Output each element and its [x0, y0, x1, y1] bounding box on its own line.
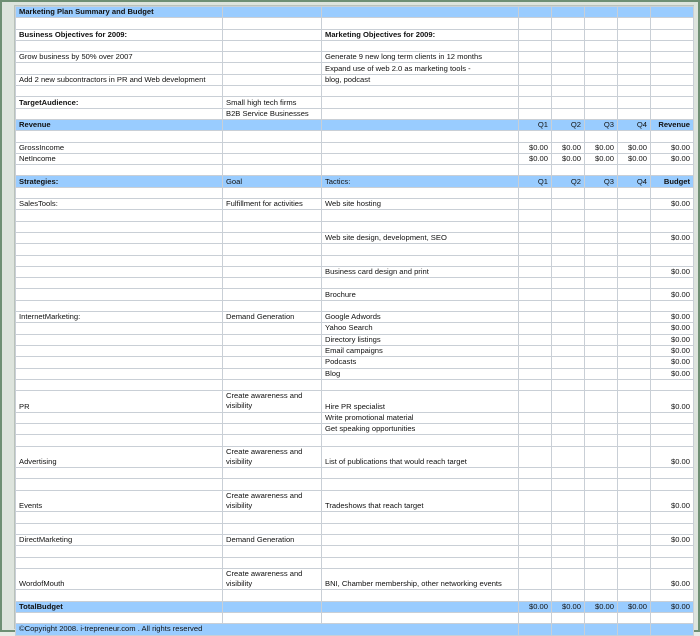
- budget-cell: $0.00: [651, 446, 694, 468]
- budget-cell: $0.00: [651, 312, 694, 323]
- tactic: Get speaking opportunities: [322, 423, 519, 434]
- total-cell: $0.00: [552, 601, 585, 612]
- budget-cell: $0.00: [651, 323, 694, 334]
- strategies-heading: Strategies:: [16, 176, 223, 187]
- budget-cell: $0.00: [651, 490, 694, 512]
- strategy-label: Events: [16, 490, 223, 512]
- total-cell: $0.00: [618, 601, 651, 612]
- footer-row: [16, 624, 694, 635]
- marketing-objective: Generate 9 new long term clients in 12 months: [322, 52, 519, 63]
- strategies-header-row: [16, 176, 694, 187]
- quarter-header: Q1: [519, 176, 552, 187]
- strategy-label: WordofMouth: [16, 568, 223, 590]
- table-row: [16, 512, 694, 523]
- strategy-row: [16, 312, 694, 323]
- table-row: [16, 18, 694, 29]
- revenue-cell: $0.00: [552, 153, 585, 164]
- revenue-header-row: [16, 119, 694, 130]
- tactic-row: [16, 266, 694, 277]
- quarter-header: Q3: [585, 176, 618, 187]
- budget-cell: $0.00: [651, 568, 694, 590]
- revenue-cell: $0.00: [618, 153, 651, 164]
- revenue-row: [16, 153, 694, 164]
- strategy-goal: Demand Generation: [223, 534, 322, 545]
- tactic-row: [16, 412, 694, 423]
- business-objective: Grow business by 50% over 2007: [16, 52, 223, 63]
- quarter-header: Q2: [552, 119, 585, 130]
- audience-item: B2B Service Businesses: [223, 108, 322, 119]
- table-row: [16, 131, 694, 142]
- audience-row: [16, 108, 694, 119]
- table-row: [16, 557, 694, 568]
- marketing-objectives-heading: Marketing Objectives for 2009:: [322, 29, 519, 40]
- tactic: Tradeshows that reach target: [322, 490, 519, 512]
- strategy-label: DirectMarketing: [16, 534, 223, 545]
- tactic: Blog: [322, 368, 519, 379]
- revenue-cell: $0.00: [651, 153, 694, 164]
- revenue-row: [16, 142, 694, 153]
- total-cell: $0.00: [519, 601, 552, 612]
- budget-cell: $0.00: [651, 266, 694, 277]
- marketing-objective: Expand use of web 2.0 as marketing tools -: [322, 63, 519, 74]
- budget-header: Budget: [651, 176, 694, 187]
- objective-row: [16, 63, 694, 74]
- budget-cell: $0.00: [651, 357, 694, 368]
- revenue-cell: $0.00: [651, 142, 694, 153]
- revenue-cell: $0.00: [519, 142, 552, 153]
- audience-item: Small high tech firms: [223, 97, 322, 108]
- budget-cell: $0.00: [651, 232, 694, 243]
- quarter-header: Q4: [618, 119, 651, 130]
- marketing-plan-table: [15, 6, 694, 636]
- total-budget-label: TotalBudget: [16, 601, 223, 612]
- budget-cell: $0.00: [651, 368, 694, 379]
- tactic: Podcasts: [322, 357, 519, 368]
- budget-cell: $0.00: [651, 391, 694, 413]
- business-objective: Add 2 new subcontractors in PR and Web development: [16, 74, 223, 85]
- marketing-objective: blog, podcast: [322, 74, 519, 85]
- budget-cell: $0.00: [651, 334, 694, 345]
- tactic-row: [16, 289, 694, 300]
- total-cell: $0.00: [651, 601, 694, 612]
- strategy-row: [16, 534, 694, 545]
- tactic-row: [16, 357, 694, 368]
- strategy-label: Advertising: [16, 446, 223, 468]
- table-row: [16, 187, 694, 198]
- table-row: [16, 379, 694, 390]
- tactic: Hire PR specialist: [322, 391, 519, 413]
- tactic: Web site hosting: [322, 199, 519, 210]
- table-row: [16, 590, 694, 601]
- quarter-header: Q2: [552, 176, 585, 187]
- table-row: [16, 479, 694, 490]
- page-title: Marketing Plan Summary and Budget: [16, 7, 223, 18]
- quarter-header: Q4: [618, 176, 651, 187]
- tactic: Email campaigns: [322, 345, 519, 356]
- tactic-row: [16, 423, 694, 434]
- budget-cell: $0.00: [651, 289, 694, 300]
- table-row: [16, 435, 694, 446]
- table-row: [16, 613, 694, 624]
- strategy-row: [16, 568, 694, 590]
- tactic: Yahoo Search: [322, 323, 519, 334]
- revenue-cell: $0.00: [552, 142, 585, 153]
- strategy-goal: Fulfillment for activities: [223, 199, 322, 210]
- strategy-goal: Create awareness and visibility: [223, 446, 322, 468]
- table-row: [16, 210, 694, 221]
- tactic-row: [16, 368, 694, 379]
- tactic: List of publications that would reach target: [322, 446, 519, 468]
- revenue-cell: $0.00: [519, 153, 552, 164]
- audience-row: [16, 97, 694, 108]
- strategy-label: PR: [16, 391, 223, 413]
- table-row: [16, 278, 694, 289]
- target-audience-label: TargetAudience:: [16, 97, 223, 108]
- tactic: Brochure: [322, 289, 519, 300]
- table-row: [16, 255, 694, 266]
- table-row: [16, 523, 694, 534]
- tactic: BNI, Chamber membership, other networking events: [322, 568, 519, 590]
- strategy-goal: Create awareness and visibility: [223, 490, 322, 512]
- total-cell: $0.00: [585, 601, 618, 612]
- table-row: [16, 244, 694, 255]
- strategy-goal: Create awareness and visibility: [223, 568, 322, 590]
- strategy-label: SalesTools:: [16, 199, 223, 210]
- strategy-goal: Demand Generation: [223, 312, 322, 323]
- budget-cell: $0.00: [651, 534, 694, 545]
- table-row: [16, 300, 694, 311]
- strategy-label: InternetMarketing:: [16, 312, 223, 323]
- budget-cell: $0.00: [651, 199, 694, 210]
- strategy-row: [16, 446, 694, 468]
- revenue-label: NetIncome: [16, 153, 223, 164]
- total-budget-row: [16, 601, 694, 612]
- strategy-goal: Create awareness and visibility: [223, 391, 322, 413]
- table-row: [16, 221, 694, 232]
- tactic: Directory listings: [322, 334, 519, 345]
- strategy-row: [16, 199, 694, 210]
- table-row: [16, 40, 694, 51]
- tactic-row: [16, 345, 694, 356]
- tactic-row: [16, 232, 694, 243]
- revenue-cell: $0.00: [585, 153, 618, 164]
- goal-header: Goal: [223, 176, 322, 187]
- budget-cell: $0.00: [651, 345, 694, 356]
- table-row: [16, 546, 694, 557]
- tactic: Business card design and print: [322, 266, 519, 277]
- tactic-row: [16, 323, 694, 334]
- tactic: Write promotional material: [322, 412, 519, 423]
- quarter-header: Q3: [585, 119, 618, 130]
- objective-row: [16, 52, 694, 63]
- revenue-cell: $0.00: [618, 142, 651, 153]
- strategy-row: [16, 391, 694, 413]
- table-row: [16, 86, 694, 97]
- business-objectives-heading: Business Objectives for 2009:: [16, 29, 223, 40]
- spreadsheet: [14, 5, 694, 634]
- copyright-footer: ©Copyright 2008. i-trepreneur.com . All rights reserved: [16, 624, 519, 635]
- table-row: [16, 468, 694, 479]
- quarter-header: Q1: [519, 119, 552, 130]
- title-row: [16, 7, 694, 18]
- strategy-row: [16, 490, 694, 512]
- revenue-heading: Revenue: [16, 119, 223, 130]
- tactics-header: Tactics:: [322, 176, 519, 187]
- tactic-row: [16, 334, 694, 345]
- objective-row: [16, 74, 694, 85]
- table-row: [16, 165, 694, 176]
- revenue-label: GrossIncome: [16, 142, 223, 153]
- revenue-cell: $0.00: [585, 142, 618, 153]
- tactic: Web site design, development, SEO: [322, 232, 519, 243]
- objectives-heading-row: [16, 29, 694, 40]
- revenue-total-header: Revenue: [651, 119, 694, 130]
- tactic: Google Adwords: [322, 312, 519, 323]
